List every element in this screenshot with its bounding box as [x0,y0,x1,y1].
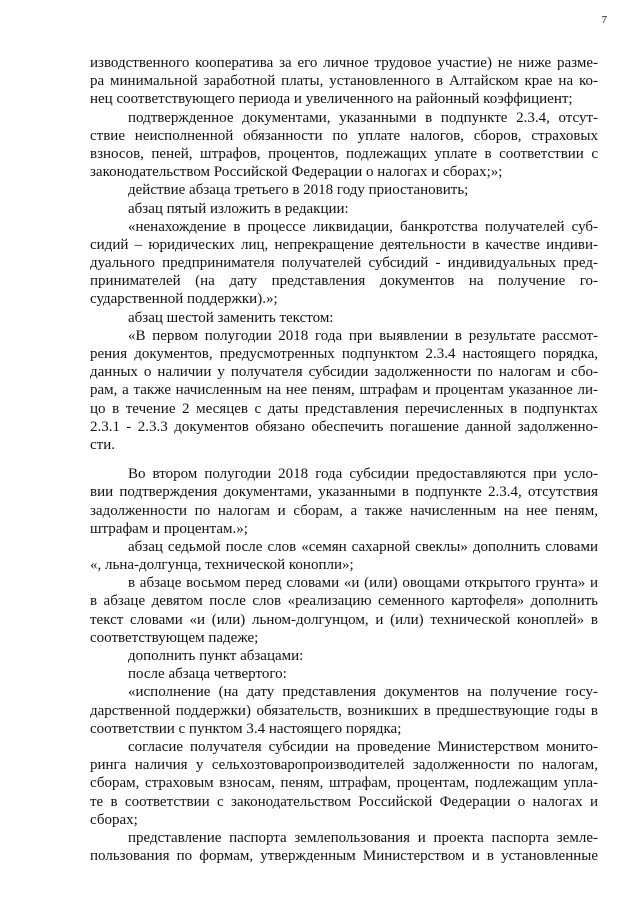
text-line: подтвержденное документами, указанными в подпункте 2.3.4, отсут- [128,109,598,126]
paragraph-gap [90,454,598,465]
text-line: нец соответствующего периода и увеличенного на районный коэффициент; [90,91,573,108]
text-line: абзац пятый изложить в редакции: [128,200,349,217]
text-line: сидий – юридических лиц, непрекращение деятельности в качестве индиви- [90,236,598,253]
text-line: согласие получателя субсидии на проведение Министерством монито- [128,738,598,755]
text-line: абзац седьмой после слов «семян сахарной свеклы» дополнить словами [128,538,598,555]
text-line: текст словами «и (или) льном-долгунцом, и (или) технической коноплей» в [90,611,598,628]
text-line: сборах; [90,811,138,828]
text-line: дополнить пункт абзацами: [128,648,304,664]
text-line: сборам, страховым взносам, пеням, штрафам, процентам, подлежащим упла- [90,775,598,792]
text-line: «, льна-долгунца, технической конопли»; [90,557,354,574]
text-line: ствие неисполненной обязанности по уплате налогов, сборов, страховых [90,127,598,144]
text-line: в абзаце девятом после слов «реализацию семенного картофеля» дополнить [90,593,598,610]
text-line: рам, а также начисленным на нее пеням, штрафам и процентам указанное ли- [90,382,598,399]
text-line: абзац шестой заменить текстом: [128,309,334,326]
text-line: дарственной поддержки) обязательств, возникших в предшествующие годы в [90,702,598,719]
text-line: в абзаце восьмом перед словами «и (или) овощами открытого грунта» и [128,575,598,592]
text-line: 2.3.1 - 2.3.3 документов обязано обеспечить погашение данной задолженно- [90,418,598,435]
text-line: соответствии с пунктом 3.4 настоящего порядка; [90,720,402,737]
text-line: «исполнение (на дату представления документов на получение госу- [128,684,598,701]
text-line: ра минимальной заработной платы, установленного в Алтайском крае на ко- [90,73,598,90]
text-line: представление паспорта землепользования и проекта паспорта земле- [128,829,598,846]
text-line: данных о наличии у получателя субсидии задолженности по налогам и сбо- [90,364,598,381]
text-line: цо в течение 2 месяцев с даты представления перечисленных в подпунктах [90,400,598,417]
text-line: законодательством Российской Федерации о налогах и сборах;»; [90,164,503,181]
page-number: 7 [601,14,607,26]
text-line: дуального предпринимателя получателей субсидий - индивидуальных пред- [90,255,598,272]
text-line: «В первом полугодии 2018 года при выявлении в результате рассмот- [128,327,598,344]
text-line: ринга наличия у сельхозтоваропроизводителей задолженности по налогам, [90,757,598,774]
text-line: сти. [90,436,115,453]
text-line: соответствующем падеже; [90,629,259,646]
text-line: «ненахождение в процессе ликвидации, банкротства получателей суб- [128,218,598,235]
text-line: изводственного кооператива за его личное трудовое участие) не ниже разме- [90,55,598,71]
text-line: рения документов, предусмотренных подпунктом 2.3.4 настоящего порядка, [90,346,598,362]
document-body [90,54,598,865]
text-line: действие абзаца третьего в 2018 году приостановить; [128,182,469,199]
text-line: Во втором полугодии 2018 года субсидии предоставляются при усло- [128,466,598,483]
text-line: вии подтверждения документами, указанными в подпункте 2.3.4, отсутствия [90,484,598,501]
text-line: сударственной поддержки).»; [90,291,278,308]
text-line: после абзаца четвертого: [128,666,287,683]
text-line: те в соответствии с законодательством Российской Федерации о налогах и [90,793,598,810]
text-line: задолженности по налогам и сборам, а также начисленным на нее пеням, [90,502,598,519]
text-line: штрафам и процентам.»; [90,520,248,537]
text-line: пользования по формам, утвержденным Министерством и в установленные [90,848,598,865]
text-line: принимателей (на дату представления документов на получение го- [90,273,598,290]
text-line: взносов, пеней, штрафов, процентов, подлежащих уплате в соответствии с [90,145,598,162]
